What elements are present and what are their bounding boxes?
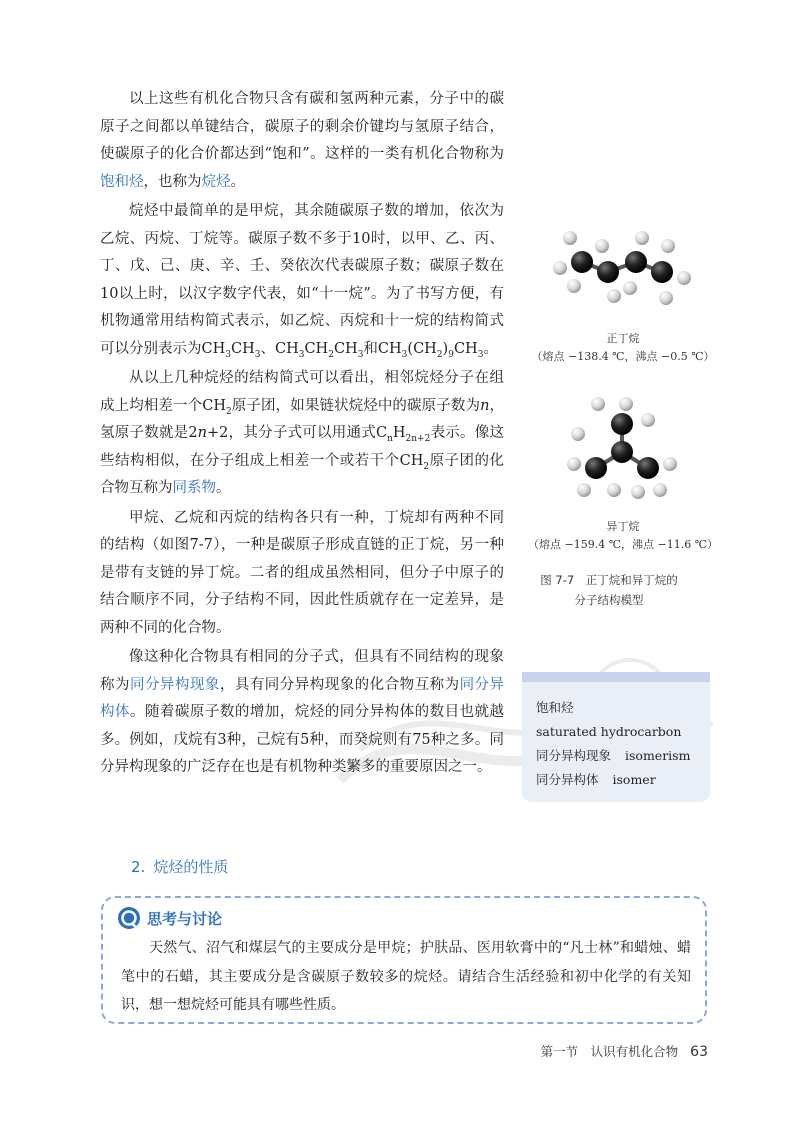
vocab-row: saturated hydrocarbon: [536, 724, 682, 739]
discussion-icon: [117, 906, 141, 930]
vocab-row: 饱和烃: [536, 700, 574, 715]
isobutane-label: 异丁烷: [606, 520, 640, 533]
figure-caption: 图 7-7 正丁烷和异丁烷的 分子结构模型: [540, 573, 678, 607]
paragraph-3: 从以上几种烷烃的结构简式可以看出，相邻烷烃分子在组成上均相差一个$CH_2$原子团，如果链状烷烃中的碳原子数为n，氢原子数就是2n+2，其分子式可以用通式$C_nH_{2n+2}$表示。像这些结构相似，在分子组成上相差一个或若干个$CH_2$原子团的化合物互称为同系物。: [100, 370, 505, 496]
term-homolog: 同系物: [172, 480, 216, 496]
isobutane-properties: （熔点 −159.4 ℃，沸点 −11.6 ℃）: [528, 538, 719, 551]
page-number: 63: [690, 1044, 708, 1060]
paragraph-5: 像这种化合物具有相同的分子式，但具有不同结构的现象称为同分异构现象，具有同分异构现象的化合物互称为同分异构体。随着碳原子数的增加，烷烃的同分异构体的数目也就越多。例如，戊烷有3种，己烷有5种，而癸烷则有75种之多。同分异构现象的广泛存在也是有机物种类繁多的重要原因之一。: [100, 649, 505, 775]
section-heading: 2. 烷烃的性质: [131, 858, 229, 876]
vocab-row: 同分异构体 isomer: [536, 772, 656, 787]
vocab-row: 同分异构现象 isomerism: [536, 748, 691, 763]
think-discuss-title: 思考与讨论: [147, 909, 223, 928]
term-isomerism: 同分异构现象: [129, 676, 220, 693]
term-isomer: 同分异构体: [100, 676, 505, 720]
paragraph-2: 烷烃中最简单的是甲烷，其余随碳原子数的增加，依次为乙烷、丙烷、丁烷等。碳原子数不多于10时，以甲、乙、丙、丁、戊、己、庚、辛、壬、癸依次代表碳原子数；碳原子数在10以上时，以汉字数字代表，如“十一烷”。为了书写方便，有机物通常用结构简式表示，如乙烷、丙烷和十一烷的结构简式可以分别表示为$CH_3CH_3$、$CH_3CH_2CH_3$和$CH_3(CH_2)_9CH_3$。: [100, 203, 504, 360]
n-butane-model-image: [540, 222, 700, 312]
footer-section-title: 第一节 认识有机化合物: [540, 1044, 679, 1059]
vocabulary-box: [522, 672, 710, 802]
main-text: [100, 86, 504, 784]
term-saturated-hydrocarbon: 饱和烃: [100, 173, 144, 190]
isobutane-model-image: [562, 394, 682, 512]
term-alkane: 烷烃: [201, 173, 231, 190]
n-butane-label: 正丁烷: [606, 332, 640, 345]
think-discuss-box: [101, 896, 707, 1024]
paragraph-4: 甲烷、乙烷和丙烷的结构各只有一种，丁烷却有两种不同的结构（如图7-7），一种是碳原子形成直链的正丁烷，另一种是带有支链的异丁烷。二者的组成虽然相同，但分子中原子的结合顺序不同，分子结构不同，因此性质就存在一定差异，是两种不同的化合物。: [100, 509, 504, 636]
page-footer: [541, 1042, 708, 1060]
think-discuss-body: 天然气、沼气和煤层气的主要成分是甲烷；护肤品、医用软膏中的“凡士林”和蜡烛、蜡笔中的石蜡，其主要成分是含碳原子数较多的烷烃。请结合生活经验和初中化学的有关知识，想一想烷烃可能具有哪些性质。: [121, 940, 691, 1013]
vocabulary-box-header: [522, 672, 710, 682]
n-butane-properties: （熔点 −138.4 ℃，沸点 −0.5 ℃）: [531, 350, 715, 363]
paragraph-1: 以上这些有机化合物只含有碳和氢两种元素，分子中的碳原子之间都以单键结合，碳原子的剩余价键均与氢原子结合，使碳原子的化合价都达到“饱和”。这样的一类有机化合物称为饱和烃，也称为烷烃。: [100, 91, 504, 190]
